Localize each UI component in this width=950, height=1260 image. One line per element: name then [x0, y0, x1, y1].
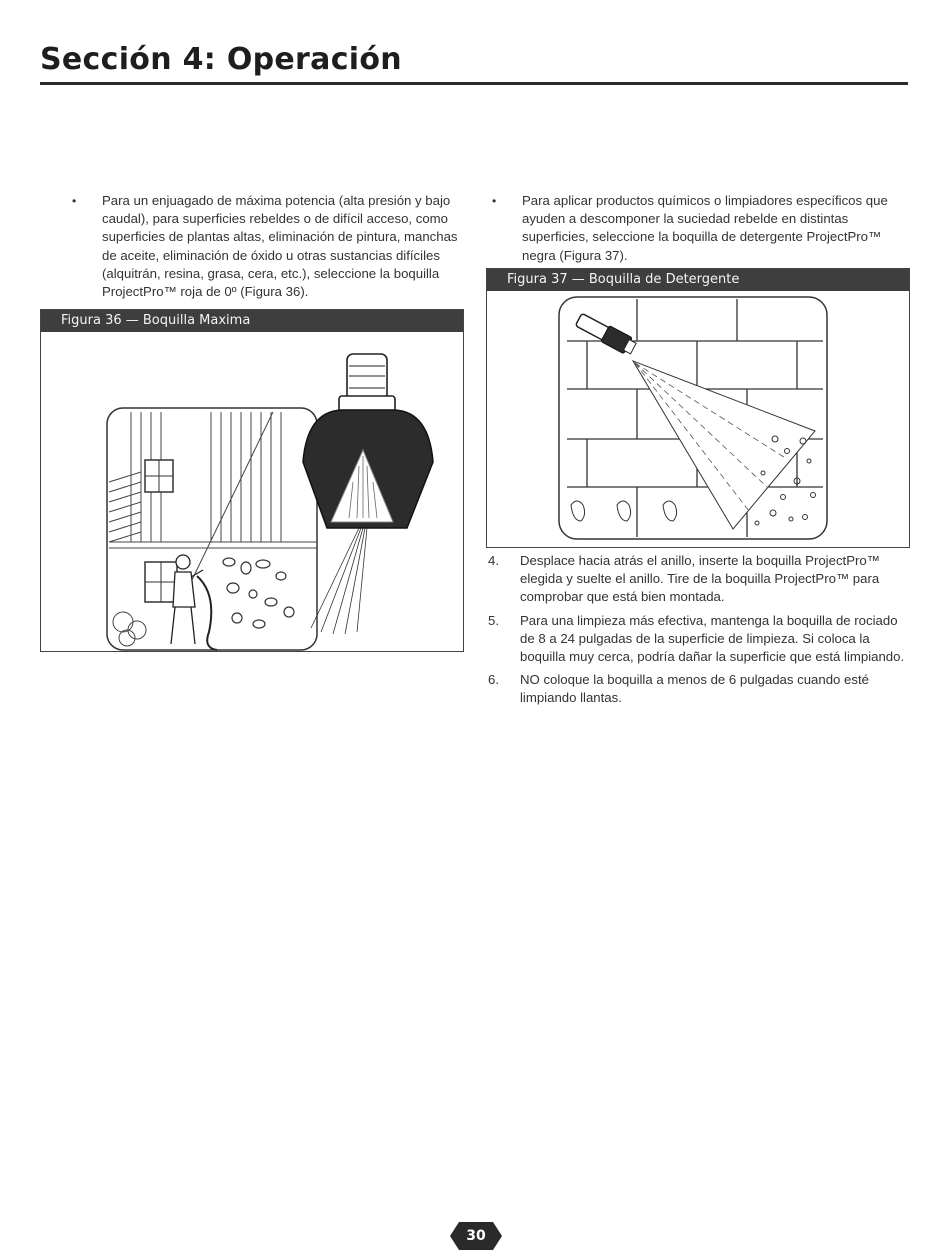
page-title: Sección 4: Operación	[40, 42, 402, 77]
figure-37	[486, 268, 910, 548]
page-header	[40, 40, 908, 80]
figure-36	[40, 309, 464, 652]
left-column-text	[40, 192, 470, 301]
figure-37-caption: Figura 37 — Boquilla de Detergente	[487, 269, 909, 291]
list-item	[488, 192, 908, 265]
step-text: NO coloque la boquilla a menos de 6 pulgadas cuando esté limpiando llantas.	[520, 672, 869, 706]
nozzle-max-illustration	[41, 332, 463, 651]
nozzle-detergent-illustration	[487, 291, 909, 547]
step-number: 6.	[488, 672, 499, 688]
step-text: Desplace hacia atrás el anillo, inserte la boquilla ProjectPro™ elegida y suelte el anillo. Tire de la boquilla ProjectPro™ para comprobar que está bien montada.	[520, 553, 880, 605]
page-number: 30	[466, 1228, 486, 1244]
list-item	[488, 612, 908, 667]
steps-list	[488, 552, 908, 713]
list-item	[488, 552, 908, 607]
right-column-text	[488, 192, 908, 265]
bullet-text: Para un enjuagado de máxima potencia (alta presión y bajo caudal), para superficies rebeldes o de difícil acceso, como superficies de plantas altas, eliminación de pintura, manchas de aceite, eliminación de óxido u otras sustancias difíciles (alquitrán, resina, grasa, cera, etc.), seleccione la boquilla ProjectPro™ roja de 0º (Figura 36).	[102, 193, 458, 300]
bullet-text: Para aplicar productos químicos o limpiadores específicos que ayuden a descomponer la suciedad rebelde en distintas superficies, seleccione la boquilla de detergente ProjectPro™ negra (Figura 37).	[522, 193, 888, 263]
bullet-marker: •	[492, 194, 497, 208]
list-item	[40, 192, 470, 301]
step-number: 5.	[488, 612, 499, 628]
list-item	[488, 671, 908, 707]
title-divider	[40, 82, 908, 85]
bullet-marker: •	[72, 194, 77, 208]
step-number: 4.	[488, 553, 499, 568]
step-text: Para una limpieza más efectiva, mantenga la boquilla de rociado de 8 a 24 pulgadas de la superficie de limpieza. Si coloca la boquilla muy cerca, podría dañar la superficie que está limpiando.	[520, 612, 905, 665]
figure-36-caption: Figura 36 — Boquilla Maxima	[41, 310, 463, 332]
